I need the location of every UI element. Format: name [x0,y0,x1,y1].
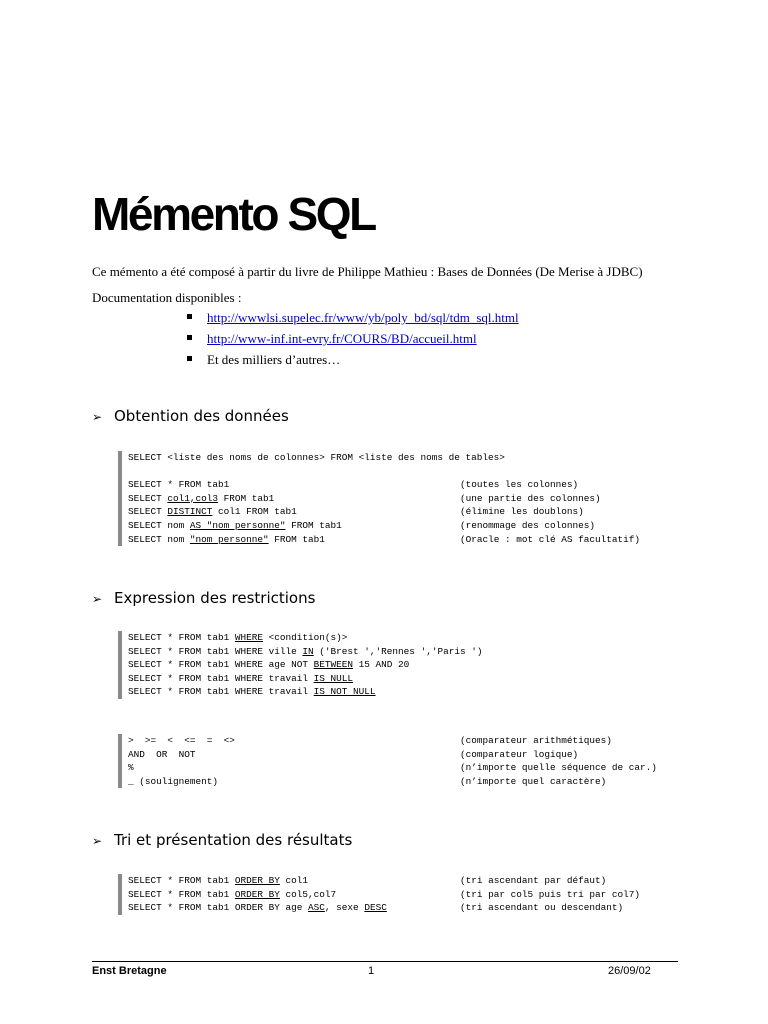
code-comment: (toutes les colonnes) [460,479,579,491]
code-text [128,735,235,746]
code-line [128,888,688,902]
keyword-underlined: "nom personne" [189,533,269,545]
square-bullet-icon [187,335,192,340]
list-item [184,331,519,352]
code-text [128,520,342,531]
code-segment: col1 FROM tab1 [212,506,297,518]
section-heading-text: Obtention des données [114,407,289,425]
code-segment: <condition(s)> [263,632,348,643]
code-segment: ('Brest ','Rennes ','Paris ') [313,645,483,657]
keyword-underlined: ASC [308,902,325,914]
code-text [128,479,229,490]
intro-text: Ce mémento a été composé à partir du livre de Philippe Mathieu : Bases de Données (De Merise à JDBC) [92,264,643,279]
code-block-tri [118,874,688,915]
code-text [128,659,409,670]
code-segment: SELECT * FROM tab1 ORDER BY age [128,902,309,914]
code-block-obtention [118,451,688,546]
code-spacer [128,465,688,479]
code-comment: (une partie des colonnes) [460,492,601,504]
page-number: 1 [368,965,375,977]
code-text [128,646,482,657]
code-comment: (Oracle : mot clé AS facultatif) [460,533,641,545]
code-line [128,645,688,659]
code-segment: col1 [279,875,309,886]
keyword-underlined: BETWEEN [313,659,354,671]
code-line [128,775,688,789]
code-segment: _ (soulignement) [128,775,219,787]
code-text [128,902,387,913]
section-heading-tri [92,830,352,851]
doc-link-supelec[interactable]: http://wwwlsi.supelec.fr/www/yb/poly_bd/sql/tdm_sql.html [207,310,519,325]
code-segment: SELECT * FROM tab1 WHERE ville [128,645,303,657]
documentation-list [184,310,519,373]
square-bullet-icon [187,356,192,361]
code-text [128,749,196,760]
list-item [184,310,519,331]
code-comment: (tri par col5 puis tri par col7) [460,888,641,900]
doc-other-text: Et des milliers d’autres… [207,352,341,367]
code-segment: SELECT nom [128,519,190,531]
code-segment: SELECT * FROM tab1 [128,479,230,491]
code-line [128,874,688,888]
list-item [184,352,519,373]
code-line [128,734,688,748]
code-comment: (renommage des colonnes) [460,519,596,531]
code-block-operators [118,734,688,788]
arrowhead-bullet-icon: ➢ [92,592,103,606]
footer-left: Enst Bretagne [92,965,167,977]
code-segment: SELECT * FROM tab1 [128,875,235,886]
keyword-underlined: DISTINCT [167,506,213,518]
code-segment: 15 AND 20 [353,659,410,671]
keyword-underlined: ORDER BY [234,888,280,900]
code-text [128,534,325,545]
code-segment: SELECT [128,492,168,504]
code-comment: (tri ascendant par défaut) [460,875,607,886]
code-line [128,478,688,492]
code-comment: (comparateur logique) [460,748,579,760]
code-segment: FROM tab1 [285,519,342,531]
doc-link-int-evry[interactable]: http://www-inf.int-evry.fr/COURS/BD/accueil.html [207,331,477,346]
arrowhead-bullet-icon: ➢ [92,410,103,424]
arrowhead-bullet-icon: ➢ [92,834,103,848]
code-segment: SELECT * FROM tab1 WHERE travail [128,672,314,684]
code-segment: > >= < <= = <> [128,735,235,746]
code-segment: AND OR NOT [128,748,196,760]
page-title: Mémento SQL [92,188,375,240]
keyword-underlined: AS "nom personne" [189,519,286,531]
code-text [128,493,274,504]
code-text [128,686,376,697]
code-block-restrictions [118,631,688,699]
keyword-underlined: IS NULL [313,672,354,684]
keyword-underlined: DESC [364,902,387,914]
code-rows [128,631,688,699]
code-text [128,673,353,684]
code-line [128,672,688,686]
code-line [128,685,688,699]
code-comment: (n’importe quelle séquence de car.) [460,762,657,774]
code-text [128,889,336,900]
keyword-underlined: IS NOT NULL [313,686,376,698]
code-text [128,875,308,886]
section-heading-text: Expression des restrictions [114,589,316,607]
section-heading-text: Tri et présentation des résultats [114,831,353,849]
keyword-underlined: col1,col3 [167,492,219,504]
code-segment: SELECT * FROM tab1 [128,888,235,900]
code-segment: SELECT nom [128,533,190,545]
keyword-underlined: WHERE [234,632,264,643]
code-text [128,776,218,787]
keyword-underlined: IN [302,645,314,657]
section-heading-obtention [92,406,289,427]
code-segment: , sexe [324,902,365,914]
code-line [128,901,688,915]
code-segment: SELECT * FROM tab1 [128,632,235,643]
code-segment: col5,col7 [279,888,337,900]
code-segment: FROM tab1 [268,533,325,545]
code-line [128,492,688,506]
code-comment: (comparateur arithmétiques) [460,735,612,746]
documentation-label: Documentation disponibles : [92,290,242,305]
code-segment: SELECT [128,506,168,518]
code-line [128,519,688,533]
code-comment: (n’importe quel caractère) [460,775,607,787]
code-segment: SELECT * FROM tab1 WHERE travail [128,686,314,698]
code-rows [128,478,688,546]
footer-divider [92,961,678,962]
footer-date: 26/09/02 [608,965,651,977]
code-line [128,631,688,645]
code-line [128,748,688,762]
code-segment: SELECT * FROM tab1 WHERE age NOT [128,659,314,671]
code-rows [128,734,688,788]
code-segment: FROM tab1 [218,492,275,504]
code-comment: (élimine les doublons) [460,506,584,518]
code-text [128,506,297,517]
code-text [128,632,347,643]
code-line: SELECT <liste des noms de colonnes> FROM <liste des noms de tables> [128,452,505,463]
square-bullet-icon [187,314,192,319]
code-segment: % [128,762,134,774]
keyword-underlined: ORDER BY [234,875,280,886]
code-text [128,762,134,773]
section-heading-restrictions [92,588,315,609]
code-comment: (tri ascendant ou descendant) [460,902,624,914]
code-rows [128,874,688,915]
code-line [128,505,688,519]
code-line [128,533,688,547]
code-line [128,761,688,775]
code-line [128,658,688,672]
